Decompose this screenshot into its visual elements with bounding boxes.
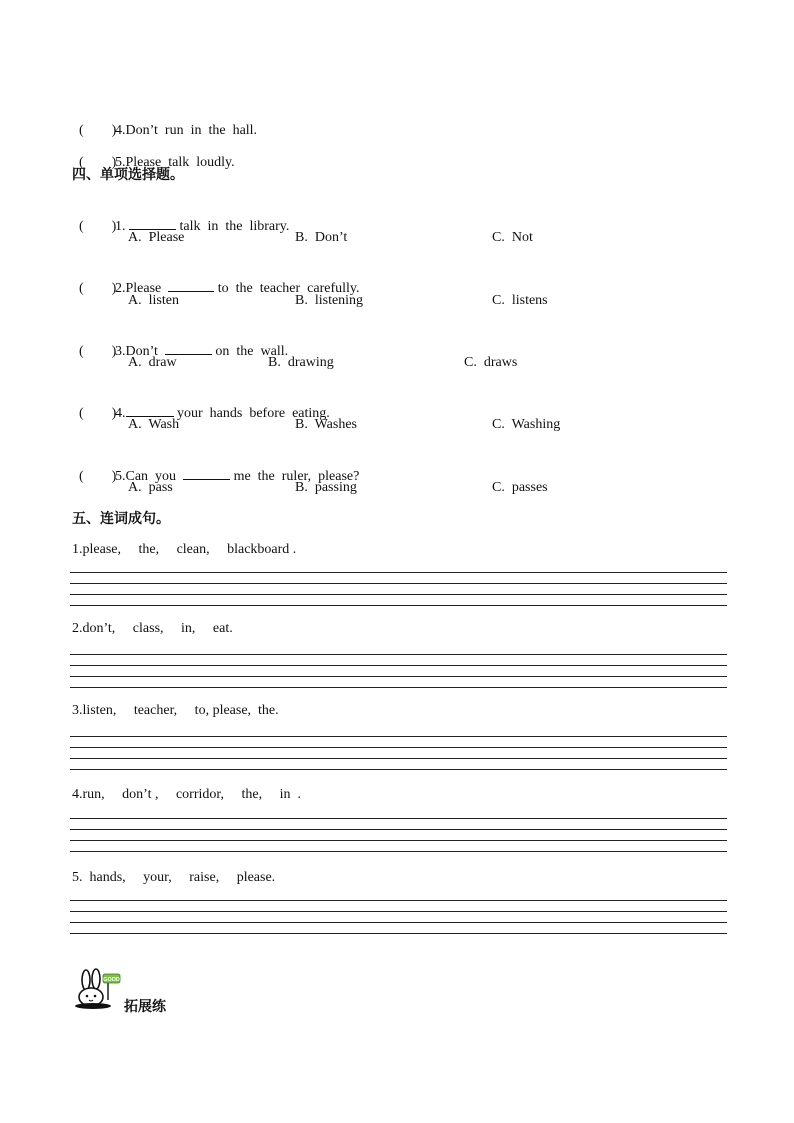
writing-lines[interactable] xyxy=(70,900,727,934)
answer-bracket[interactable]: ( ) xyxy=(79,219,117,234)
sentence-item-2: 2.don’t, class, in, eat. xyxy=(72,621,233,636)
judge-item-4 xyxy=(72,104,257,140)
choice-question-1: ( )1. talk in the library. xyxy=(72,198,289,236)
judge-item-text: 5.Please talk loudly. xyxy=(115,155,235,170)
option-c[interactable]: C. Not xyxy=(492,230,533,245)
option-b[interactable]: B. drawing xyxy=(268,355,334,370)
judge-item-text: 4.Don’t run in the hall. xyxy=(115,123,258,138)
answer-bracket[interactable]: ( ) xyxy=(79,281,117,296)
option-a[interactable]: A. pass xyxy=(128,480,173,495)
answer-bracket[interactable]: ( ) xyxy=(79,155,117,170)
option-b[interactable]: B. passing xyxy=(295,480,357,495)
choice-question-4: ( )4. your hands before eating. xyxy=(72,385,330,423)
section-title-sentence: 五、连词成句。 xyxy=(72,511,170,527)
section-title-choice: 四、单项选择题。 xyxy=(72,167,184,183)
option-a[interactable]: A. listen xyxy=(128,293,179,308)
answer-bracket[interactable]: ( ) xyxy=(79,344,117,359)
rabbit-mascot-icon xyxy=(74,968,124,1010)
fill-blank[interactable] xyxy=(183,466,230,480)
option-c[interactable]: C. draws xyxy=(464,355,518,370)
option-a[interactable]: A. Please xyxy=(128,230,185,245)
fill-blank[interactable] xyxy=(126,403,174,417)
extension-practice-title: 拓展练 xyxy=(124,999,166,1015)
answer-bracket[interactable]: ( ) xyxy=(79,123,117,138)
option-c[interactable]: C. listens xyxy=(492,293,548,308)
option-a[interactable]: A. draw xyxy=(128,355,177,370)
writing-lines[interactable] xyxy=(70,736,727,770)
choice-question-3: ( )3.Don’t on the wall. xyxy=(72,323,288,361)
choice-question-5: ( )5.Can you me the ruler, please? xyxy=(72,448,359,486)
option-b[interactable]: B. Don’t xyxy=(295,230,348,245)
answer-bracket[interactable]: ( ) xyxy=(79,406,117,421)
option-b[interactable]: B. listening xyxy=(295,293,364,308)
sentence-item-3: 3.listen, teacher, to, please, the. xyxy=(72,703,279,718)
option-a[interactable]: A. Wash xyxy=(128,417,180,432)
sentence-item-4: 4.run, don’t , corridor, the, in . xyxy=(72,787,301,802)
sentence-item-5: 5. hands, your, raise, please. xyxy=(72,870,276,885)
fill-blank[interactable] xyxy=(165,341,212,355)
option-c[interactable]: C. Washing xyxy=(492,417,561,432)
option-c[interactable]: C. passes xyxy=(492,480,548,495)
sentence-item-1: 1.please, the, clean, blackboard . xyxy=(72,542,297,557)
answer-bracket[interactable]: ( ) xyxy=(79,469,117,484)
writing-lines[interactable] xyxy=(70,572,727,606)
writing-lines[interactable] xyxy=(70,654,727,688)
writing-lines[interactable] xyxy=(70,818,727,852)
fill-blank[interactable] xyxy=(168,278,214,292)
sign-text: GOOD xyxy=(103,977,120,983)
option-b[interactable]: B. Washes xyxy=(295,417,358,432)
fill-blank[interactable] xyxy=(129,216,176,230)
choice-question-2: ( )2.Please to the teacher carefully. xyxy=(72,260,360,298)
